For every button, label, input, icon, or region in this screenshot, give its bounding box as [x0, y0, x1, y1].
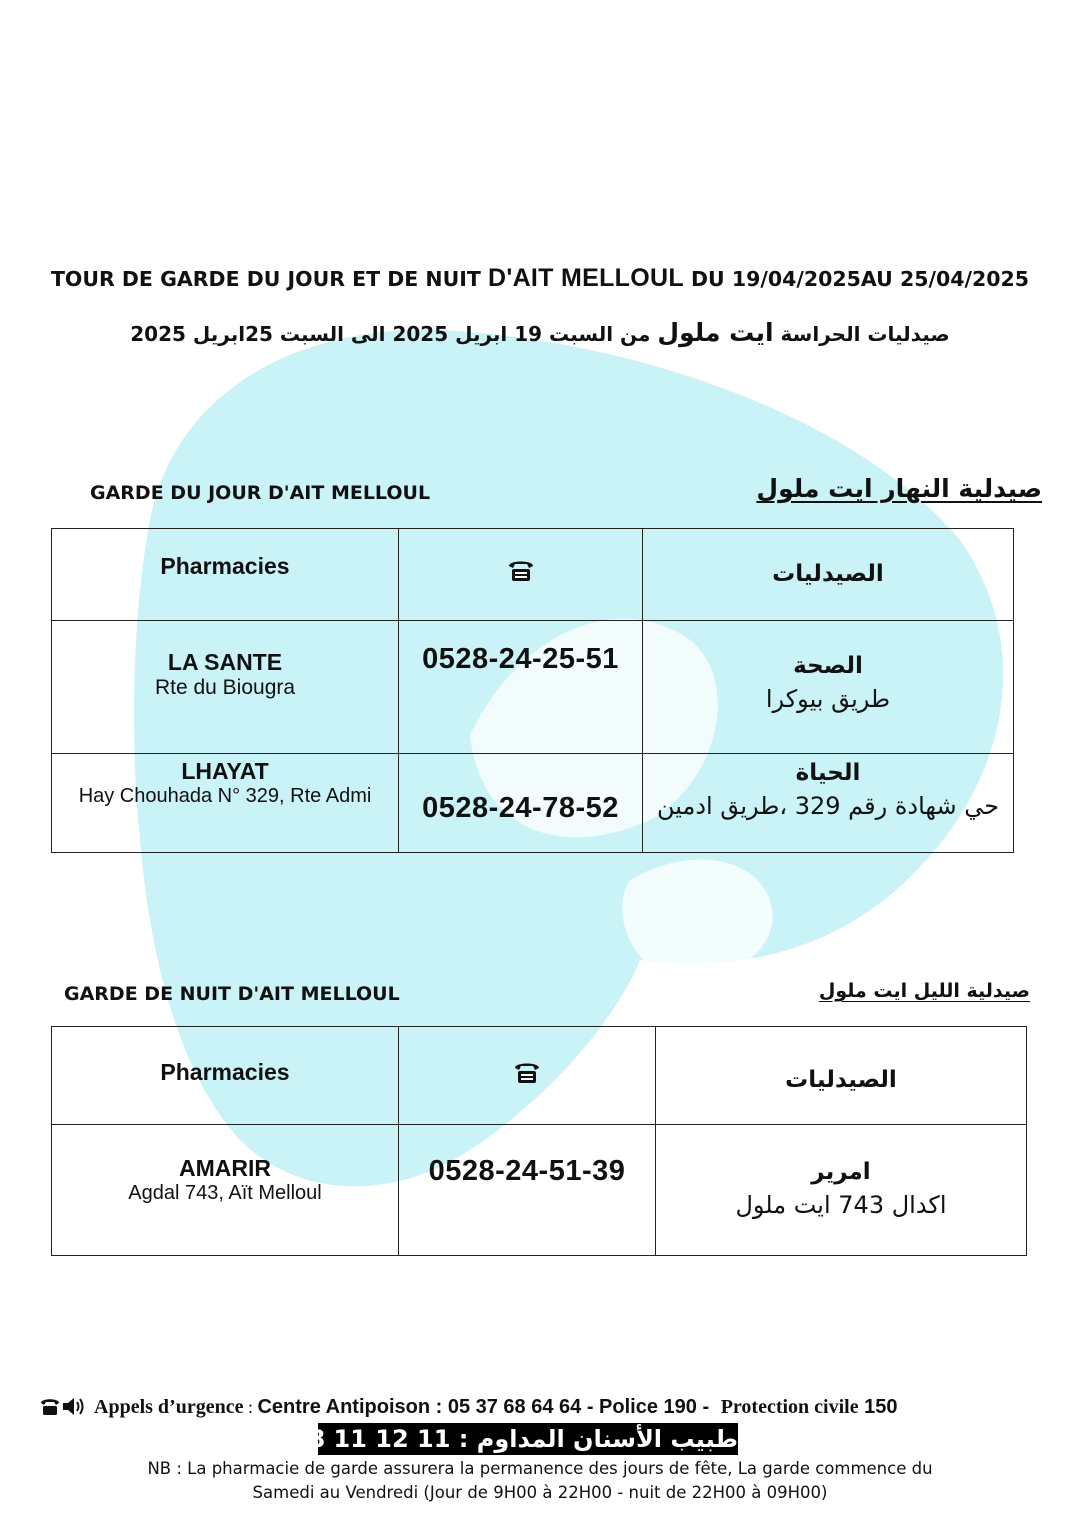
dentist-on-duty-banner: طبيب الأسنان المداوم : 11 12 11 08 06 — [249, 1425, 738, 1453]
telephone-speaker-icon — [40, 1396, 84, 1422]
pharmacy-address-ar: حي شهادة رقم 329 ،طريق ادمين — [656, 792, 1000, 820]
day-heading-ar: صيدلية النهار ايت ملول — [756, 474, 1042, 503]
header-cell-phone — [399, 1027, 656, 1125]
pharmacy-name-ar: الصحة — [793, 653, 863, 679]
night-heading-ar: صيدلية الليل ايت ملول — [818, 980, 1030, 1002]
table-row — [52, 621, 1014, 754]
telephone-icon — [507, 557, 535, 588]
pharmacy-name-fr: LA SANTE — [167, 649, 283, 675]
pharmacy-phone: 0528-24-25-51 — [422, 643, 619, 675]
pharmacy-name-fr: AMARIR — [179, 1155, 271, 1181]
pharmacy-address-fr: Agdal 743, Aït Melloul — [128, 1182, 322, 1204]
header-cell-pharmacies: Pharmacies — [52, 1027, 399, 1125]
day-heading-fr: GARDE DU JOUR D'AIT MELLOUL — [90, 482, 431, 504]
header-cell-pharmacies: Pharmacies — [52, 529, 399, 621]
emergency-calls-line: Appels d’urgence : Centre Antipoison : 05 37 68 64 64 - Police 190 - Protection civile 150 — [40, 1396, 1040, 1422]
telephone-icon — [513, 1059, 541, 1090]
table-row — [52, 754, 1014, 853]
pharmacy-address-ar: اكدال 743 ايت ملول — [735, 1191, 947, 1219]
header-cell-arabic: الصيدليات — [643, 529, 1014, 621]
pharmacy-address-ar: طريق بيوكرا — [765, 685, 891, 713]
note-line-1: NB : La pharmacie de garde assurera la permanence des jours de fête, La garde commence du — [147, 1459, 933, 1478]
day-pharmacy-table — [51, 528, 1014, 853]
pharmacy-phone: 0528-24-51-39 — [428, 1155, 626, 1187]
pharmacy-name-ar: الحياة — [795, 760, 861, 786]
night-pharmacy-table — [51, 1026, 1027, 1256]
pharmacy-name-ar: امرير — [811, 1159, 871, 1185]
night-heading-fr: GARDE DE NUIT D'AIT MELLOUL — [64, 983, 400, 1005]
pharmacy-address-fr: Hay Chouhada N° 329, Rte Admi — [78, 785, 372, 807]
note-line-2: Samedi au Vendredi (Jour de 9H00 à 22H00 - nuit de 22H00 à 09H00) — [252, 1483, 828, 1502]
table-row — [52, 1125, 1027, 1256]
table-header-row — [52, 529, 1014, 621]
header-cell-phone — [399, 529, 643, 621]
pharmacy-name-fr: LHAYAT — [181, 758, 269, 784]
pharmacy-phone: 0528-24-78-52 — [422, 792, 619, 824]
header-cell-arabic: الصيدليات — [656, 1027, 1027, 1125]
table-header-row — [52, 1027, 1027, 1125]
pharmacy-address-fr: Rte du Biougra — [154, 676, 296, 699]
title-arabic: صيدليات الحراسة ايت ملول من السبت 19 ابريل 2025 الى السبت 25ابريل 2025 — [130, 318, 950, 347]
title-french: TOUR DE GARDE DU JOUR ET DE NUIT D'AIT MELLOUL DU 19/04/2025AU 25/04/2025 — [50, 264, 1030, 292]
